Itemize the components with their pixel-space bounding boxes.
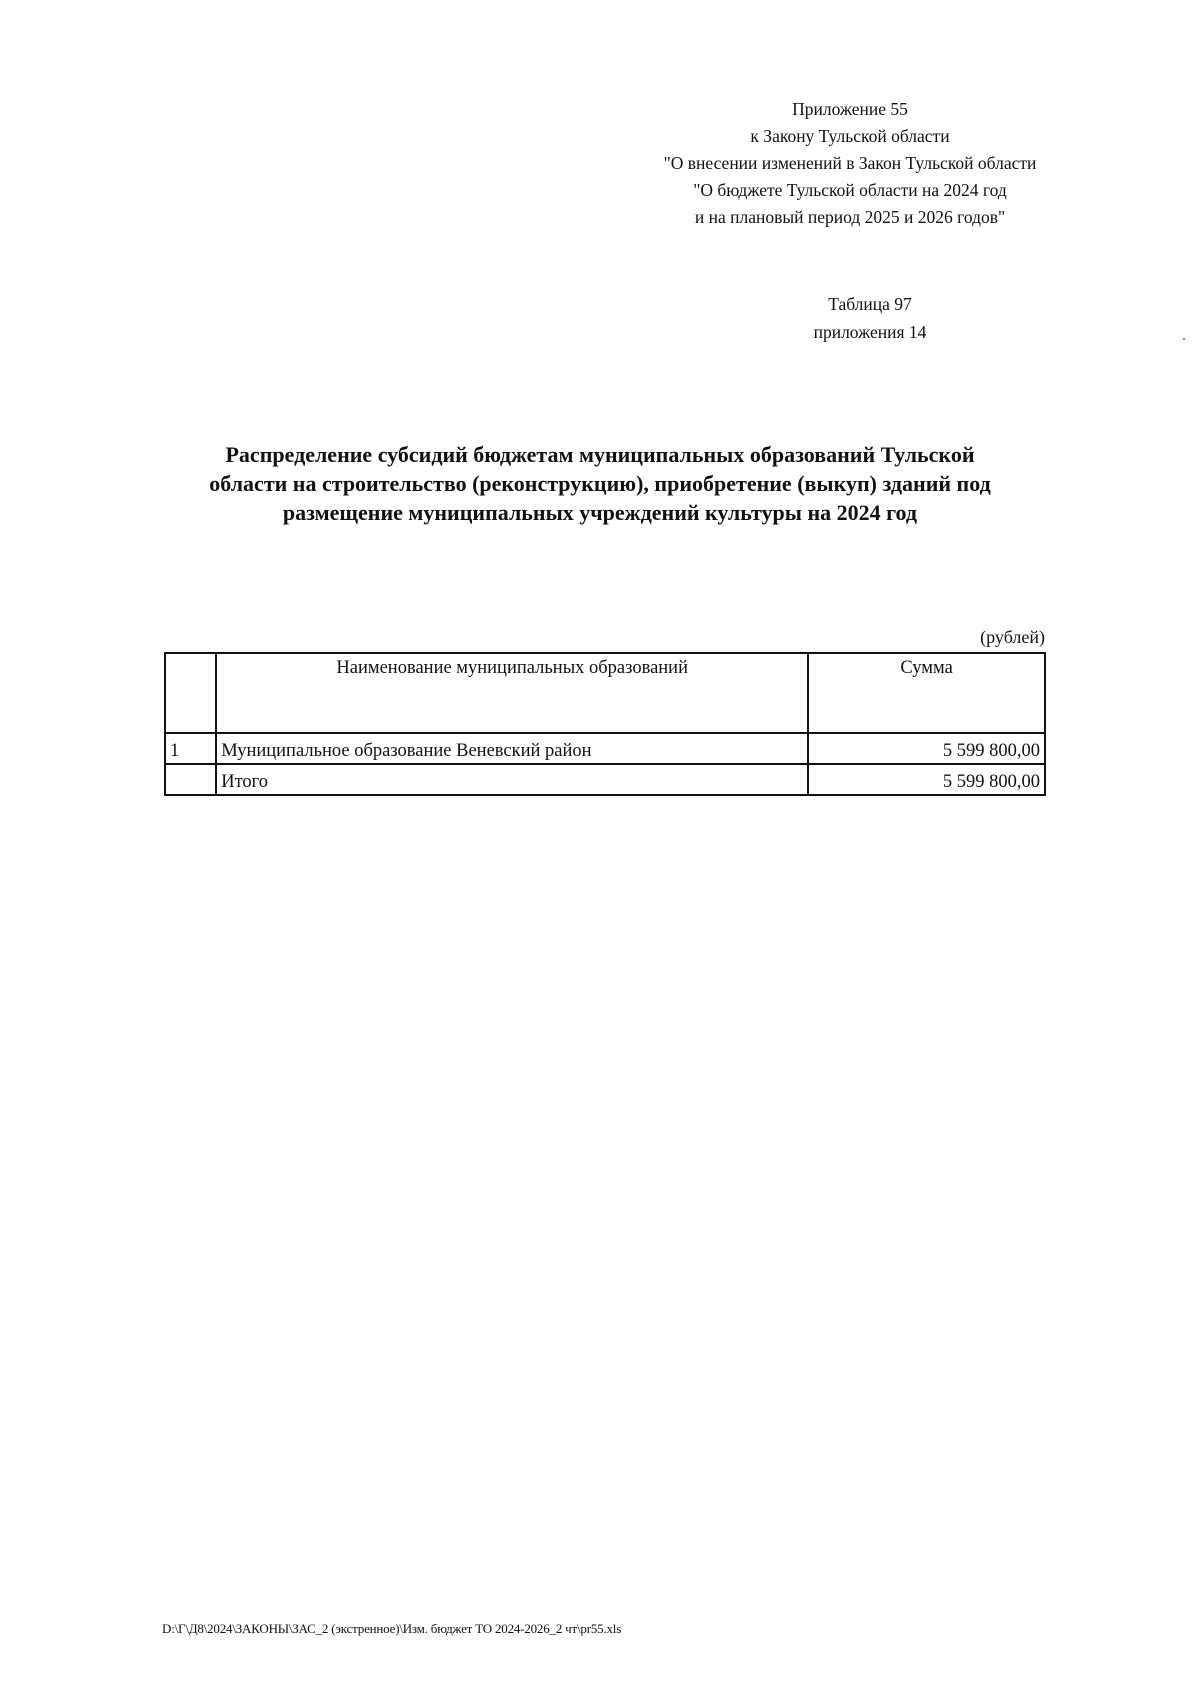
document-title	[140, 440, 1060, 527]
appendix-number: приложения 14	[813, 322, 927, 342]
appendix-line: к Закону Тульской области	[750, 126, 950, 146]
title-line: размещение муниципальных учреждений культуры на 2024 год	[282, 500, 918, 525]
appendix-line: "О внесении изменений в Закон Тульской области	[663, 153, 1037, 173]
subsidy-table	[164, 652, 1046, 796]
row-name: Муниципальное образование Веневский район	[216, 733, 808, 764]
title-line: Распределение субсидий бюджетам муниципальных образований Тульской	[225, 442, 975, 467]
total-row	[165, 764, 1045, 795]
appendix-line: "О бюджете Тульской области на 2024 год	[693, 180, 1007, 200]
appendix-line: и на плановый период 2025 и 2026 годов"	[694, 207, 1006, 227]
table-reference	[770, 290, 970, 346]
header-num	[165, 653, 216, 733]
appendix-header	[600, 96, 1100, 231]
header-sum: Сумма	[808, 653, 1045, 733]
header-name: Наименование муниципальных образований	[216, 653, 808, 733]
total-num	[165, 764, 216, 795]
table-row	[165, 733, 1045, 764]
scan-dot	[1183, 338, 1185, 340]
table-header-row	[165, 653, 1045, 733]
table-number: Таблица 97	[828, 294, 912, 314]
title-line: области на строительство (реконструкцию), приобретение (выкуп) зданий под	[209, 471, 991, 496]
row-num: 1	[165, 733, 216, 764]
units-label: (рублей)	[980, 627, 1045, 647]
appendix-line: Приложение 55	[792, 99, 908, 119]
total-label: Итого	[216, 764, 808, 795]
file-path-footer: D:\Г\Д8\2024\ЗАКОНЫ\ЗАС_2 (экстренное)\Изм. бюджет ТО 2024-2026_2 чт\pr55.xls	[162, 1621, 622, 1636]
total-sum: 5 599 800,00	[808, 764, 1045, 795]
row-sum: 5 599 800,00	[808, 733, 1045, 764]
